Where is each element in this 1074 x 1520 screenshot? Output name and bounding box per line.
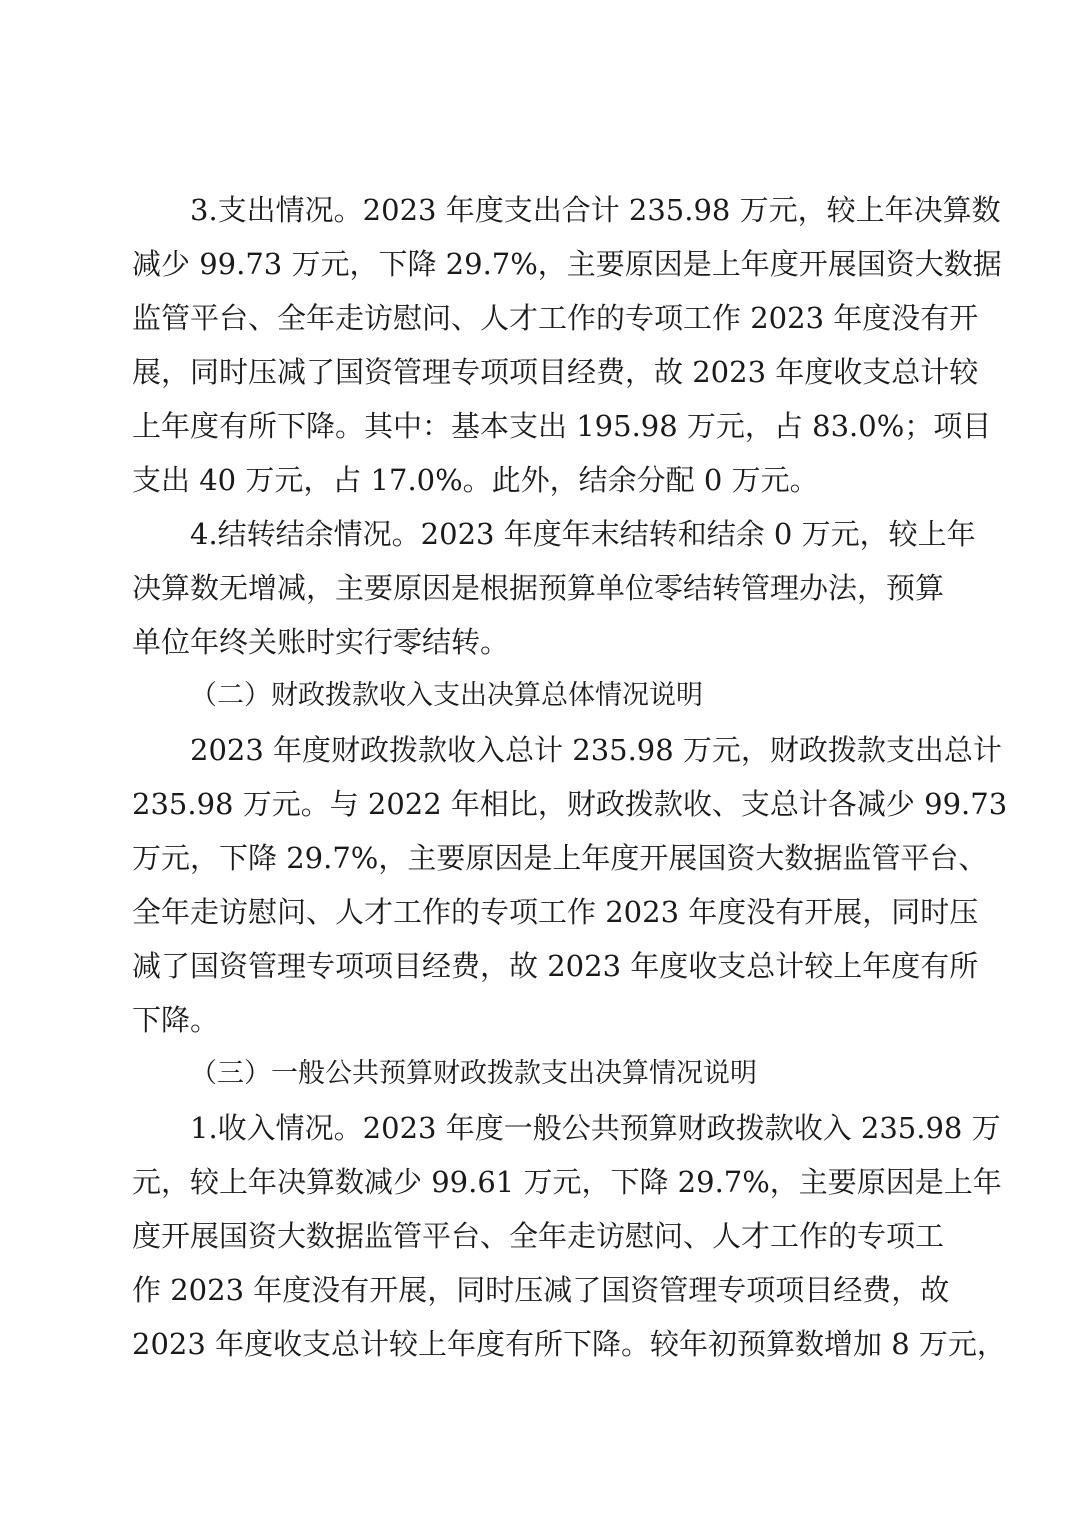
text-line: 减少 99.73 万元，下降 29.7%，主要原因是上年度开展国资大数据 [132,247,1002,281]
text-line: 万元，下降 29.7%，主要原因是上年度开展国资大数据监管平台、 [132,841,988,875]
section-heading: （三）一般公共预算财政拨款支出决算情况说明 [190,1058,757,1089]
text-line: 上年度有所下降。其中：基本支出 195.98 万元，占 83.0%；项目 [132,409,992,443]
section-heading: （二）财政拨款收入支出决算总体情况说明 [190,680,703,711]
text-line: 下降。 [132,1003,220,1037]
text-line: 全年走访慰问、人才工作的专项工作 2023 年度没有开展，同时压 [132,895,979,929]
text-line: 元，较上年决算数减少 99.61 万元，下降 29.7%，主要原因是上年 [132,1165,1002,1199]
text-line: 235.98 万元。与 2022 年相比，财政拨款收、支总计各减少 99.73 [132,787,1008,821]
text-line: 单位年终关账时实行零结转。 [132,625,510,659]
text-line: 展，同时压减了国资管理专项项目经费，故 2023 年度收支总计较 [132,355,979,389]
text-line: 度开展国资大数据监管平台、全年走访慰问、人才工作的专项工 [132,1219,945,1253]
text-line: 4.结转结余情况。2023 年度年末结转和结余 0 万元，较上年 [190,517,976,551]
text-line: 监管平台、全年走访慰问、人才工作的专项工作 2023 年度没有开 [132,301,979,335]
text-line: 2023 年度财政拨款收入总计 235.98 万元，财政拨款支出总计 [190,733,1002,767]
text-line: 1.收入情况。2023 年度一般公共预算财政拨款收入 235.98 万 [190,1111,1001,1145]
text-line: 3.支出情况。2023 年度支出合计 235.98 万元，较上年决算数 [190,193,1001,227]
text-line: 支出 40 万元，占 17.0%。此外，结余分配 0 万元。 [132,463,819,497]
text-line: 作 2023 年度没有开展，同时压减了国资管理专项项目经费，故 [132,1273,950,1307]
text-line: 2023 年度收支总计较上年度有所下降。较年初预算数增加 8 万元， [132,1327,1006,1361]
text-line: 决算数无增减，主要原因是根据预算单位零结转管理办法，预算 [132,571,945,605]
text-line: 减了国资管理专项项目经费，故 2023 年度收支总计较上年度有所 [132,949,979,983]
